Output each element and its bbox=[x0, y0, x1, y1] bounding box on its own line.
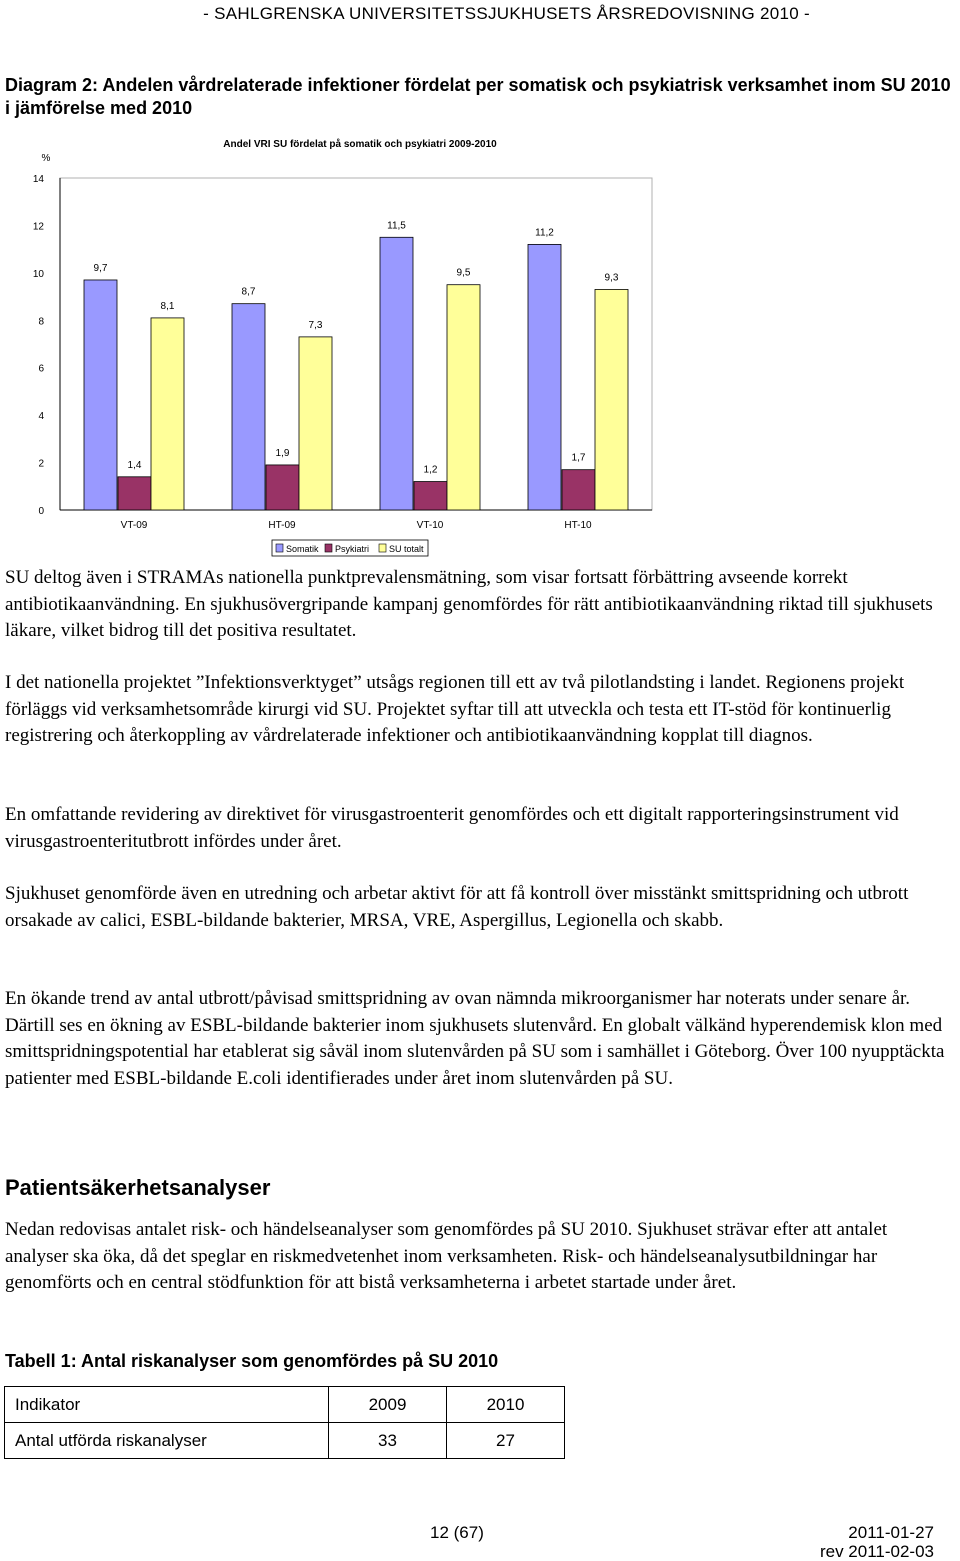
y-axis-label: % bbox=[41, 153, 51, 164]
chart-legend bbox=[272, 540, 428, 556]
section-text: Nedan redovisas antalet risk- och händelseanalyser som genomfördes på SU 2010. Sjukhuset strävar efter att antalet analyser ska öka, då det speglar en riskmedvetenhet inom verksamheten. Risk- och händelseanalysutbildningar har genomförts och en central stödfunktion för att bistå verksamheterna i arbetet startade under året. bbox=[5, 1219, 888, 1293]
bar bbox=[232, 304, 265, 510]
bar-data-label: 11,2 bbox=[535, 227, 554, 239]
bar-data-label: 9,5 bbox=[456, 267, 471, 279]
legend-label: Psykiatri bbox=[335, 544, 370, 554]
y-tick-label: 14 bbox=[32, 174, 44, 185]
table-cell: 27 bbox=[447, 1423, 565, 1459]
legend-label: Somatik bbox=[286, 544, 319, 554]
risk-analysis-table bbox=[4, 1386, 565, 1459]
bar-data-label: 1,9 bbox=[275, 447, 290, 459]
bar-data-label: 11,5 bbox=[387, 220, 406, 232]
bar bbox=[380, 237, 413, 510]
revision-date: rev 2011-02-03 bbox=[819, 1542, 934, 1561]
bar-data-label: 8,1 bbox=[160, 300, 175, 312]
legend-swatch bbox=[379, 544, 386, 552]
diagram-title: Diagram 2: Andelen vårdrelaterade infektioner fördelat per somatisk och psykiatrisk verksamhet inom SU 2010 i jämförelse med 2010 bbox=[5, 75, 951, 118]
x-tick-label: VT-09 bbox=[120, 520, 148, 531]
bar bbox=[151, 318, 184, 510]
footer-dates bbox=[820, 1523, 934, 1561]
bar bbox=[299, 337, 332, 510]
section-heading: Patientsäkerhetsanalyser bbox=[5, 1175, 271, 1200]
table-header-row bbox=[5, 1387, 565, 1423]
bar-data-label: 1,4 bbox=[127, 459, 142, 471]
x-tick-label: HT-09 bbox=[268, 520, 296, 531]
document-date: 2011-01-27 bbox=[848, 1523, 934, 1542]
bar-chart bbox=[0, 128, 960, 560]
table-row bbox=[5, 1423, 565, 1459]
page-number: 12 (67) bbox=[430, 1523, 484, 1542]
bar bbox=[595, 289, 628, 510]
x-tick-label: HT-10 bbox=[564, 520, 592, 531]
table-header-cell: 2009 bbox=[329, 1387, 447, 1423]
bar bbox=[447, 285, 480, 510]
table-caption: Tabell 1: Antal riskanalyser som genomfördes på SU 2010 bbox=[5, 1351, 499, 1371]
y-tick-label: 12 bbox=[32, 221, 44, 233]
paragraph-1: SU deltog även i STRAMAs nationella punktprevalensmätning, som visar fortsatt förbättring avseende korrekt antibiotikaanvändning. En sjukhusövergripande kampanj genomfördes för rätt antibiotikaanvändning riktad till sjukhusets läkare, vilket bidrog till det positiva resultatet. bbox=[5, 567, 933, 641]
bar bbox=[528, 244, 561, 510]
bar-data-label: 7,3 bbox=[308, 319, 323, 331]
document-header: - SAHLGRENSKA UNIVERSITETSSJUKHUSETS ÅRSREDOVISNING 2010 - bbox=[203, 4, 810, 23]
y-tick-label: 6 bbox=[38, 363, 44, 375]
legend-swatch bbox=[325, 544, 332, 552]
bar bbox=[414, 482, 447, 510]
bar bbox=[266, 465, 299, 510]
paragraph-5: En ökande trend av antal utbrott/påvisad smittspridning av ovan nämnda mikroorganismer har noterats under senare år. Därtill ses en ökning av ESBL-bildande bakterier inom sjukhusets slutenvård. En globalt välkänd hyperendemisk klon med smittspridningspotential har etablerat sig såväl inom slutenvården på SU som i samhället i Göteborg. Över 100 nyupptäckta patienter med ESBL-bildande E.coli identifierades under året inom slutenvården på SU. bbox=[5, 988, 945, 1089]
table-header-cell: 2010 bbox=[447, 1387, 565, 1423]
paragraph-4: Sjukhuset genomförde även en utredning och arbetar aktivt för att få kontroll över misstänkt smittspridning och utbrott orsakade av calici, ESBL-bildande bakterier, MRSA, VRE, Aspergillus, Legionella och skabb. bbox=[5, 883, 909, 931]
legend-label: SU totalt bbox=[389, 544, 424, 554]
bar bbox=[118, 477, 151, 510]
y-tick-label: 8 bbox=[38, 316, 44, 328]
table-cell: Antal utförda riskanalyser bbox=[5, 1423, 329, 1459]
paragraph-2: I det nationella projektet ”Infektionsverktyget” utsågs regionen till ett av två pilotlandsting i landet. Regionens projekt förläggs vid verksamhetsområde kirurgi vid SU. Projektet syftar till att utveckla och testa ett IT-stöd för kontinuerlig registrering och återkoppling av vårdrelaterade infektioner och antibiotikaanvändning kopplat till diagnos. bbox=[5, 672, 905, 746]
bar-data-label: 9,7 bbox=[93, 262, 108, 274]
legend-swatch bbox=[276, 544, 283, 552]
bar bbox=[84, 280, 117, 510]
bar bbox=[562, 470, 595, 510]
table-cell: 33 bbox=[329, 1423, 447, 1459]
y-tick-label: 2 bbox=[38, 458, 44, 470]
bar-data-label: 8,7 bbox=[241, 286, 256, 298]
table-header-cell: Indikator bbox=[5, 1387, 329, 1423]
bar-data-label: 1,2 bbox=[423, 464, 438, 476]
y-tick-label: 4 bbox=[38, 411, 44, 423]
plot-area bbox=[60, 178, 652, 510]
paragraph-3: En omfattande revidering av direktivet för virusgastroenterit genomfördes och ett digitalt rapporteringsinstrument vid virusgastroenteritutbrott infördes under året. bbox=[5, 804, 899, 852]
y-tick-label: 10 bbox=[32, 268, 44, 280]
chart-title: Andel VRI SU fördelat på somatik och psykiatri 2009-2010 bbox=[223, 139, 497, 150]
bar-data-label: 9,3 bbox=[604, 272, 619, 284]
x-tick-label: VT-10 bbox=[416, 520, 444, 531]
y-tick-label: 0 bbox=[38, 506, 44, 517]
bar-data-label: 1,7 bbox=[571, 452, 586, 464]
